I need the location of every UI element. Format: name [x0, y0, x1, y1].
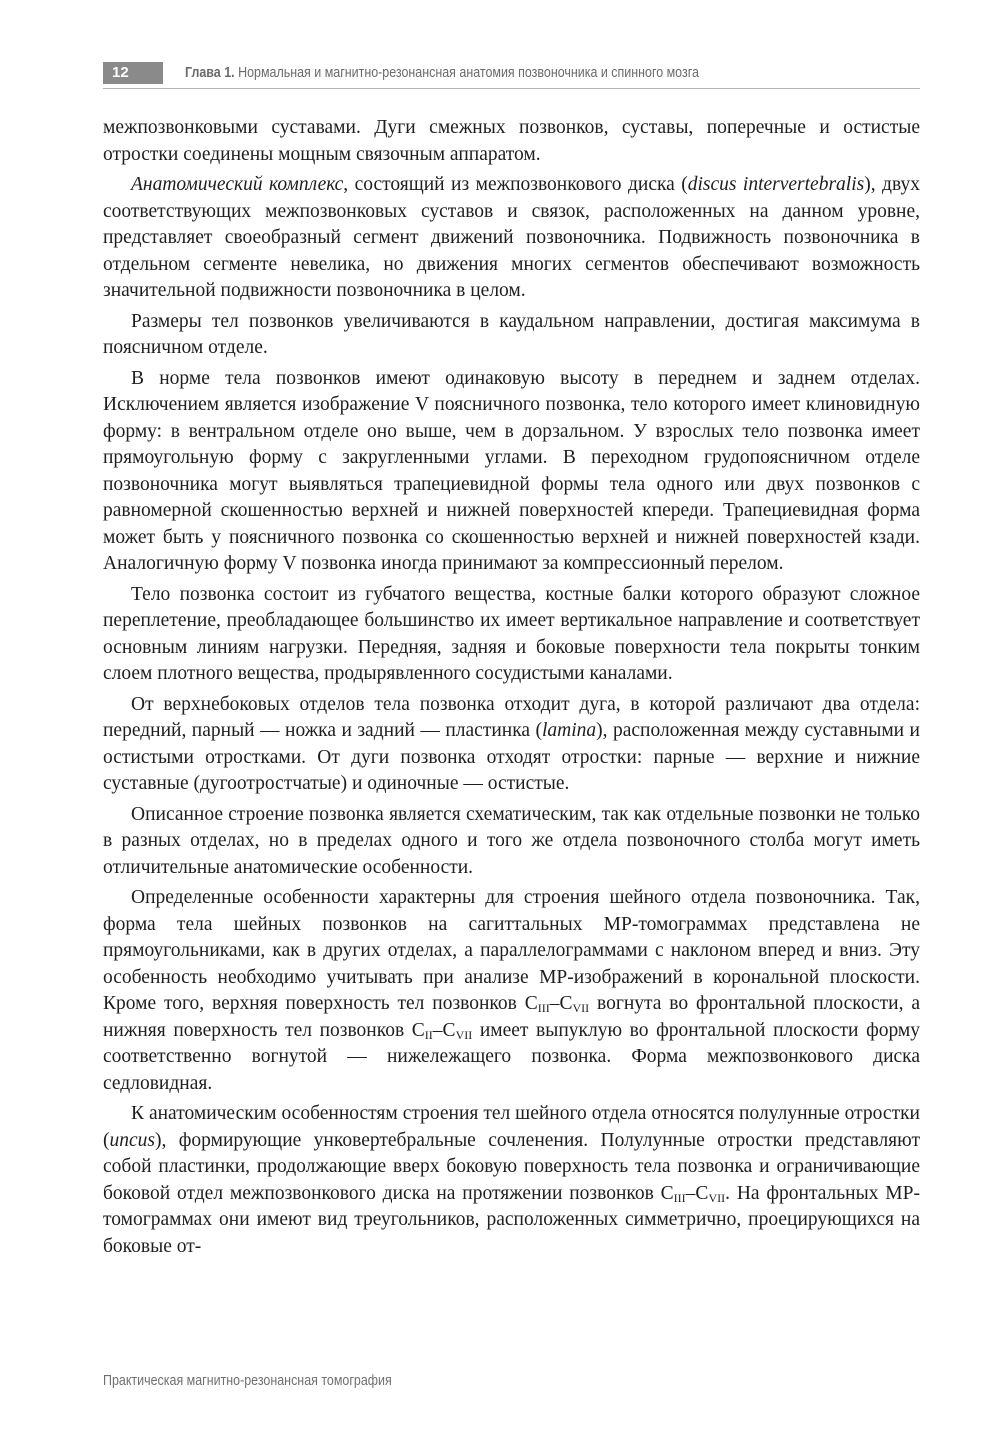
subscript: VII	[572, 1001, 590, 1015]
paragraph-5: Тело позвонка состоит из губчатого вещества, костные балки которого образуют сложное переплетение, преобладающее большинство их имеет вертикальное направление и соответствует основным линиям нагрузки. Передняя, задняя и боковые поверхности тела покрыты тонким слоем плотного вещества, продырявленного сосудистыми каналами.	[103, 583, 920, 684]
chapter-running-title	[185, 63, 699, 83]
latin-term: uncus	[109, 1129, 155, 1151]
page-body	[103, 115, 920, 1264]
paragraph-3: Размеры тел позвонков увеличиваются в каудальном направлении, достигая максимума в поясничном отделе.	[103, 310, 920, 358]
paragraph-7: Описанное строение позвонка является схематическим, так как отдельные позвонки не только в разных отделах, но в пределах одного и того же отдела позвоночного столба могут иметь отличительные анатомические особенности.	[103, 803, 920, 878]
paragraph-1: межпозвонковыми суставами. Дуги смежных позвонков, суставы, поперечные и остистые отростки соединены мощным связочным аппаратом.	[103, 117, 920, 165]
text-run: –C	[685, 1182, 709, 1204]
text-run: вогнута во фронтальной плоскости, а нижняя поверхность тел позвонков C	[103, 993, 920, 1041]
paragraph-8	[103, 885, 920, 1097]
text-run: ), двух соответствующих межпозвонковых суставов и связок, расположенных на данном уровне, представляет своеобразный сегмент движений позвоночника. Подвижность позвоночника в отдельном сегменте невелика, но движения многих сегментов обеспечивают возможность значительной подвижности позвоночника в целом.	[103, 174, 920, 301]
book-title-footer: Практическая магнитно-резонансная томография	[103, 1373, 392, 1389]
subscript: VII	[455, 1027, 473, 1042]
subscript: II	[424, 1027, 433, 1042]
text-run: –C	[432, 1019, 456, 1041]
chapter-title: Нормальная и магнитно-резонансная анатомия позвоночника и спинного мозга	[238, 65, 699, 81]
latin-term: discus intervertebralis	[687, 174, 865, 195]
term-anatomical-complex: Анатомический комплекс	[131, 174, 344, 195]
subscript: VII	[708, 1190, 726, 1205]
page-number: 12	[103, 62, 163, 84]
text-run: . На фронтальных МР-томограммах они имеют вид треугольников, расположенных симметрично, проецирующихся на боковые от-	[103, 1182, 920, 1257]
paragraph-9	[103, 1101, 920, 1260]
text-run: –C	[549, 993, 573, 1014]
text-run: К анатомическим особенностям строения тел шейного отдела относятся полулунные отростки (	[103, 1103, 920, 1151]
running-header	[103, 58, 920, 89]
chapter-label: Глава 1.	[185, 65, 235, 81]
text-run: Определенные особенности характерны для строения шейного отдела позвоночника. Так, форма тела шейных позвонков на сагиттальных МР-томограммах представлена не прямоугольниками, как в других отделах, а параллелограммами с наклоном вперед и вниз. Эту особенность необходимо учитывать при анализе МР-изображений в корональной плоскости. Кроме того, верхняя поверхность тел позвонков C	[103, 887, 920, 1014]
subscript: III	[537, 1001, 550, 1015]
subscript: III	[673, 1190, 686, 1205]
text-run: имеет выпуклую во фронтальной плоскости форму соответственно вогнутой — нижележащего позвонка. Форма межпозвонкового диска седловидная.	[103, 1019, 920, 1094]
paragraph-4: В норме тела позвонков имеют одинаковую высоту в переднем и заднем отделах. Исключением является изображение V поясничного позвонка, тело которого имеет клиновидную форму: в вентральном отделе оно выше, чем в дорзальном. У взрослых тело позвонка имеет прямоугольную форму с закругленными углами. В переходном грудопоясничном отделе позвоночника могут выявляться трапециевидной формы тела одного или двух позвонков с равномерной скошенностью верхней и нижней поверхностей кпереди. Трапециевидная форма может быть у поясничного позвонка со скошенностью верхней и нижней поверхностей кзади. Аналогичную форму V позвонка иногда принимают за компрессионный перелом.	[103, 367, 920, 574]
text-run: ), формирующие унковертебральные сочленения. Полулунные отростки представляют собой пластинки, продолжающие вверх боковую поверхность тела позвонка и ограничивающие боковой отдел межпозвонкового диска на протяжении позвонков C	[103, 1129, 920, 1204]
paragraph-2	[103, 172, 920, 305]
paragraph-6	[103, 692, 920, 798]
text-run: , состоящий из межпозвонкового диска (	[343, 174, 688, 195]
latin-term: lamina	[541, 720, 597, 741]
text-run: ), расположенная между суставными и остистыми отростками. От дуги позвонка отходят отростки: парные — верхние и нижние суставные (дугоотростчатые) и одиночные — остистые.	[103, 720, 920, 794]
text-run: От верхнебоковых отделов тела позвонка отходит дуга, в которой различают два отдела: передний, парный — ножка и задний — пластинка (	[103, 693, 920, 741]
